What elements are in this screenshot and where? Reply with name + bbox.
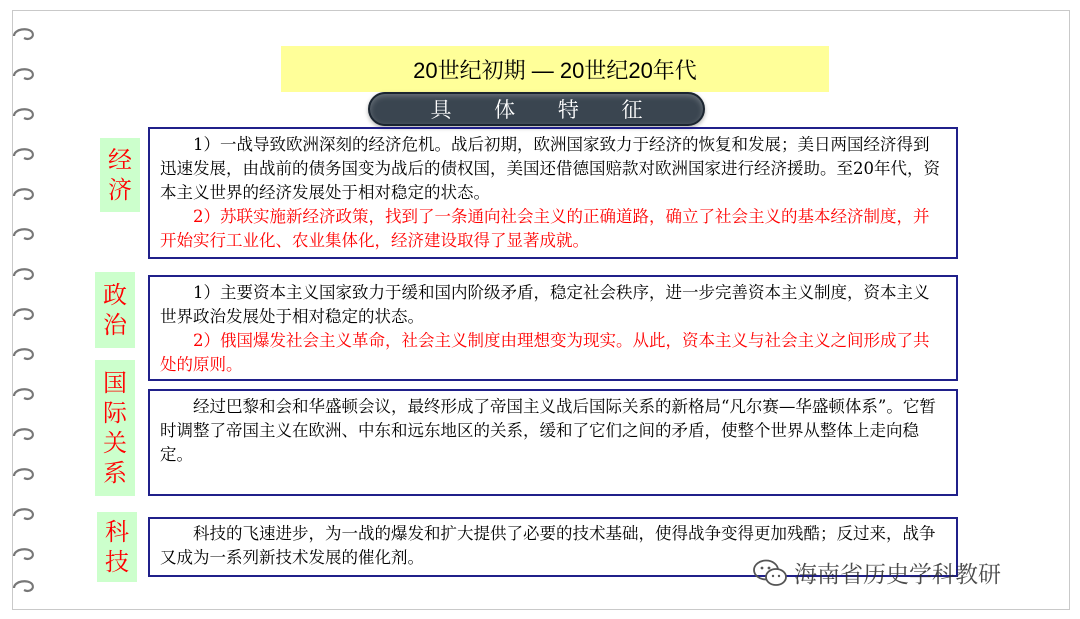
label-char: 经: [108, 146, 132, 174]
label-char: 科: [105, 518, 129, 546]
spiral-ring-icon: [4, 186, 40, 206]
label-economy: [100, 138, 140, 212]
wechat-icon: [752, 558, 788, 588]
label-char: 济: [108, 176, 132, 204]
spiral-ring-icon: [4, 546, 40, 566]
label-international-relations: [95, 360, 135, 496]
label-char: 系: [103, 459, 127, 487]
politics-point-1: 1）主要资本主义国家致力于缓和国内阶级矛盾，稳定社会秩序，进一步完善资本主义制度，资本主义世界政治发展处于相对稳定的状态。: [160, 283, 930, 326]
label-char: 技: [105, 548, 129, 576]
politics-point-2: 2）俄国爆发社会主义革命，社会主义制度由理想变为现实。从此，资本主义与社会主义之间形成了共处的原则。: [160, 331, 930, 374]
spiral-ring-icon: [4, 66, 40, 86]
slide-subtitle: 具 体 特 征: [368, 92, 705, 126]
spiral-ring-icon: [4, 346, 40, 366]
economy-box: [148, 127, 958, 259]
economy-point-1: 1）一战导致欧洲深刻的经济危机。战后初期，欧洲国家致力于经济的恢复和发展；美日两国经济得到迅速发展，由战前的债务国变为战后的债权国，美国还借德国赔款对欧洲国家进行经济援助。至20年代，资本主义世界的经济发展处于相对稳定的状态。: [160, 135, 940, 202]
spiral-ring-icon: [4, 106, 40, 126]
technology-point-1: 科技的飞速进步，为一战的爆发和扩大提供了必要的技术基础，使得战争变得更加残酷；反过来，战争又成为一系列新技术发展的催化剂。: [160, 524, 936, 567]
spiral-ring-icon: [4, 266, 40, 286]
spiral-ring-icon: [4, 578, 40, 598]
label-char: 国: [103, 369, 127, 397]
spiral-ring-icon: [4, 386, 40, 406]
label-char: 政: [103, 281, 127, 309]
politics-box: [148, 275, 958, 381]
spiral-ring-icon: [4, 26, 40, 46]
spiral-ring-icon: [4, 306, 40, 326]
label-politics: [95, 272, 135, 348]
slide-title: 20世纪初期 — 20世纪20年代: [281, 46, 829, 92]
watermark-text: 海南省历史学科教研: [794, 561, 1001, 587]
spiral-ring-icon: [4, 426, 40, 446]
economy-point-2: 2）苏联实施新经济政策，找到了一条通向社会主义的正确道路，确立了社会主义的基本经济制度，并开始实行工业化、农业集体化，经济建设取得了显著成就。: [160, 207, 930, 250]
label-technology: [97, 512, 137, 582]
spiral-ring-icon: [4, 466, 40, 486]
international-point-1: 经过巴黎和会和华盛顿会议，最终形成了帝国主义战后国际关系的新格局“凡尔赛—华盛顿体系”。它暂时调整了帝国主义在欧洲、中东和远东地区的关系，缓和了它们之间的矛盾，使整个世界从整体上走向稳定。: [160, 397, 936, 464]
watermark: [752, 556, 1001, 589]
label-char: 际: [103, 399, 127, 427]
label-char: 关: [103, 429, 127, 457]
spiral-ring-icon: [4, 506, 40, 526]
spiral-ring-icon: [4, 226, 40, 246]
label-char: 治: [103, 311, 127, 339]
spiral-ring-icon: [4, 146, 40, 166]
international-box: [148, 389, 958, 496]
